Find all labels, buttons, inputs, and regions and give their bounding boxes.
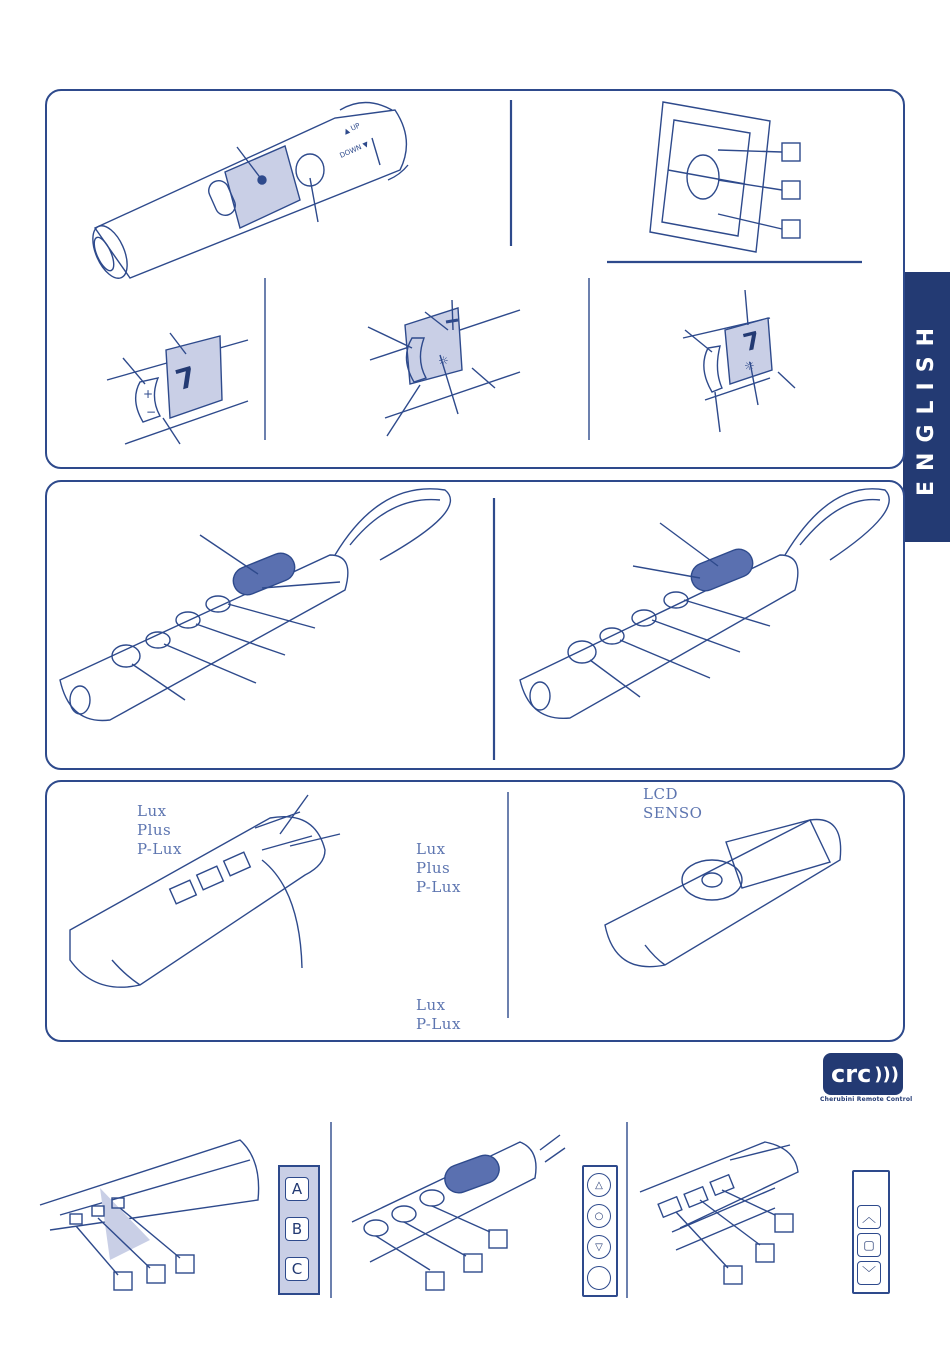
svg-text:☼: ☼	[438, 354, 449, 368]
up-label: ▲ UP	[342, 121, 362, 136]
keypad-chevrons	[852, 1170, 890, 1294]
svg-text:+: +	[143, 387, 154, 401]
digit-2: 7	[740, 326, 764, 358]
bottom-box-7	[724, 1266, 742, 1284]
model-right-3: P-Lux	[416, 878, 461, 896]
model-lcd-2: SENSO	[643, 804, 703, 822]
key-c[interactable]: C	[285, 1257, 309, 1281]
stop-square-icon[interactable]: ▢	[857, 1233, 881, 1257]
model-left-2: Plus	[137, 821, 172, 839]
down-arrow-icon[interactable]: ▽	[587, 1235, 611, 1259]
bottom-box-8	[756, 1244, 774, 1262]
keypad-arrows	[582, 1165, 618, 1297]
bottom-box-5	[464, 1254, 482, 1272]
crc-logo-subtitle: Cherubini Remote Control	[820, 1096, 913, 1103]
model-lcd-1: LCD	[643, 785, 678, 803]
model-left-3: P-Lux	[137, 840, 182, 858]
bottom-box-9	[775, 1214, 793, 1232]
model-right-lower-2: P-Lux	[416, 1015, 461, 1033]
up-arrow-icon[interactable]: △	[587, 1173, 611, 1197]
language-tab-label: ENGLISH	[914, 318, 939, 496]
digit-1: 7	[171, 360, 200, 398]
model-right-lower-1: Lux	[416, 996, 446, 1014]
crc-logo-text: crc	[831, 1060, 872, 1088]
keypad-abc	[278, 1165, 320, 1295]
model-right-2: Plus	[416, 859, 451, 877]
chevron-down-icon[interactable]: ﹀	[857, 1261, 881, 1285]
key-a[interactable]: A	[285, 1177, 309, 1201]
svg-text:−: −	[146, 405, 157, 419]
blank-key[interactable]	[857, 1177, 881, 1201]
bottom-box-6	[489, 1230, 507, 1248]
round-button-icon[interactable]	[587, 1266, 611, 1290]
bottom-box-4	[426, 1272, 444, 1290]
chevron-up-icon[interactable]: ︿	[857, 1205, 881, 1229]
model-right-1: Lux	[416, 840, 446, 858]
model-left-1: Lux	[137, 802, 167, 820]
bottom-box-1	[114, 1272, 132, 1290]
crc-logo: crc )))	[823, 1053, 903, 1095]
down-label: DOWN ▼	[338, 140, 370, 160]
bottom-remote-a	[40, 1140, 259, 1275]
stop-icon[interactable]: ○	[587, 1204, 611, 1228]
key-b[interactable]: B	[285, 1217, 309, 1241]
bottom-remote-b	[352, 1135, 565, 1270]
svg-text:☼: ☼	[744, 359, 755, 373]
